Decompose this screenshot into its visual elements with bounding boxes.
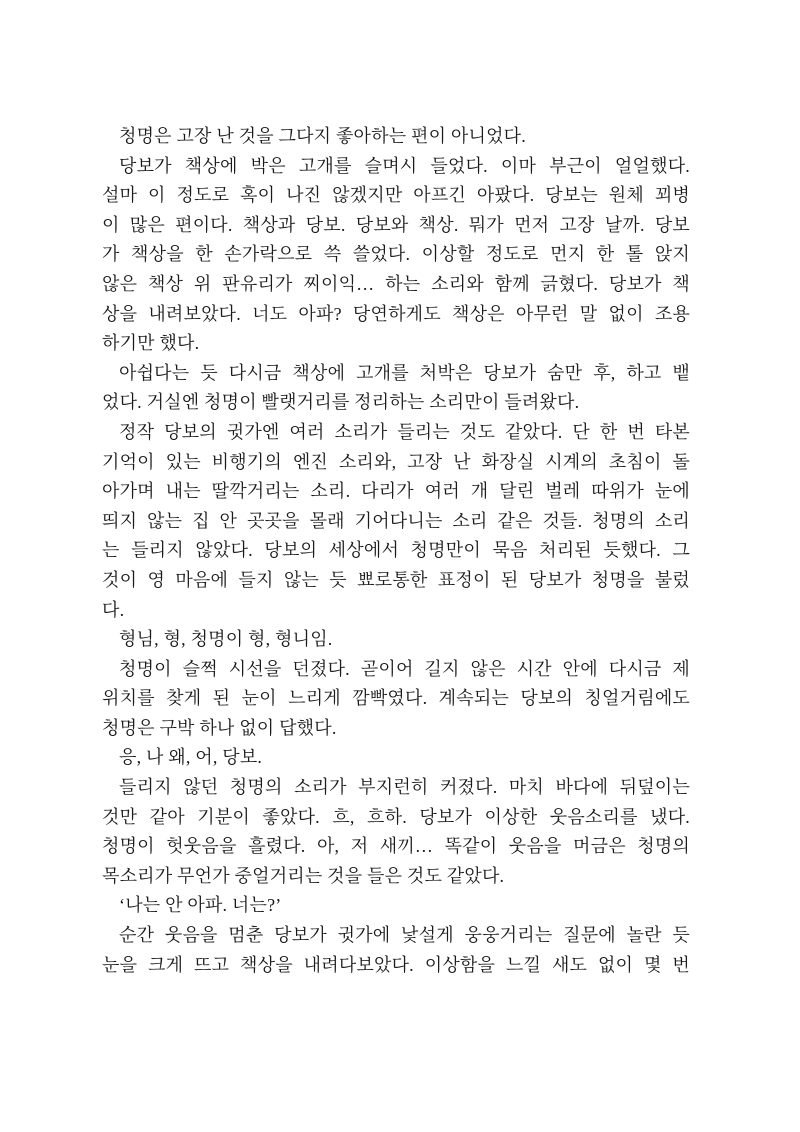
text-line: 었다. 거실엔 청명이 빨랫거리를 정리하는 소리만이 들려왔다. [102,392,580,413]
text-line: 것이 영 마음에 들지 않는 듯 뾰로통한 표정이 된 당보가 청명을 불렀 [102,569,690,590]
text-line: 청명이 헛웃음을 흘렸다. 아, 저 새끼… 똑같이 웃음을 머금은 청명의 [102,836,690,857]
text-line: 눈을 크게 뜨고 책상을 내려다보았다. 이상함을 느낄 새도 없이 몇 번 [102,954,690,975]
paragraph [102,122,690,152]
text-line: ‘나는 안 아파. 너는?’ [119,895,282,916]
text-line: 상을 내려보았다. 너도 아파? 당연하게도 책상은 아무런 말 없이 조용 [102,303,690,324]
text-line: 형님, 형, 청명이 형, 형니임. [119,629,333,650]
text-line: 다. [102,599,125,620]
text-line: 청명이 슬쩍 시선을 던졌다. 곧이어 길지 않은 시간 안에 다시금 제 [119,658,690,679]
text-line: 않은 책상 위 판유리가 찌이익… 하는 소리와 함께 긁혔다. 당보가 책 [102,273,690,294]
text-line: 설마 이 정도로 혹이 나진 않겠지만 아프긴 아팠다. 당보는 원체 꾀병 [102,185,690,206]
text-line: 하기만 했다. [102,333,200,354]
paragraph [102,773,690,891]
paragraph [102,359,690,418]
paragraph [102,152,690,359]
paragraph [102,921,690,980]
text-line: 것만 같아 기분이 좋았다. 흐, 흐하. 당보가 이상한 웃음소리를 냈다. [102,806,690,827]
text-line: 청명은 고장 난 것을 그다지 좋아하는 편이 아니었다. [119,126,526,146]
text-line: 위치를 찾게 된 눈이 느리게 깜빡였다. 계속되는 당보의 칭얼거림에도 [102,688,690,709]
text-line: 들리지 않던 청명의 소리가 부지런히 커졌다. 마치 바다에 뒤덮이는 [119,777,690,798]
text-line: 당보가 책상에 박은 고개를 슬며시 들었다. 이마 부근이 얼얼했다. [119,155,690,176]
text-line: 정작 당보의 귓가엔 여러 소리가 들리는 것도 같았다. 단 한 번 타본 [119,421,690,442]
text-line: 아가며 내는 딸깍거리는 소리. 다리가 여러 개 달린 벌레 따위가 눈에 [102,481,690,502]
text-line: 목소리가 무언가 중얼거리는 것을 들은 것도 같았다. [102,865,505,886]
text-line: 가 책상을 한 손가락으로 쓱 쓸었다. 이상할 정도로 먼지 한 톨 앉지 [102,244,690,265]
paragraph [102,418,690,625]
paragraph [102,655,690,744]
text-line: 띄지 않는 집 안 곳곳을 몰래 기어다니는 소리 같은 것들. 청명의 소리 [102,510,690,531]
text-line: 아쉽다는 듯 다시금 책상에 고개를 처박은 당보가 숨만 후, 하고 뱉 [119,362,690,383]
paragraph [102,743,690,773]
paragraph [102,891,690,921]
text-line: 기억이 있는 비행기의 엔진 소리와, 고장 난 화장실 시계의 초침이 돌 [102,451,690,472]
text-line: 응, 나 왜, 어, 당보. [119,747,263,768]
text-line: 청명은 구박 하나 없이 답했다. [102,717,337,738]
body-text [102,122,690,980]
text-line: 순간 웃음을 멈춘 당보가 귓가에 낯설게 웅웅거리는 질문에 놀란 듯 [119,925,690,946]
paragraph [102,625,690,655]
text-line: 는 들리지 않았다. 당보의 세상에서 청명만이 묵음 처리된 듯했다. 그 [102,540,690,561]
text-line: 이 많은 편이다. 책상과 당보. 당보와 책상. 뭐가 먼저 고장 날까. 당보 [102,214,690,235]
